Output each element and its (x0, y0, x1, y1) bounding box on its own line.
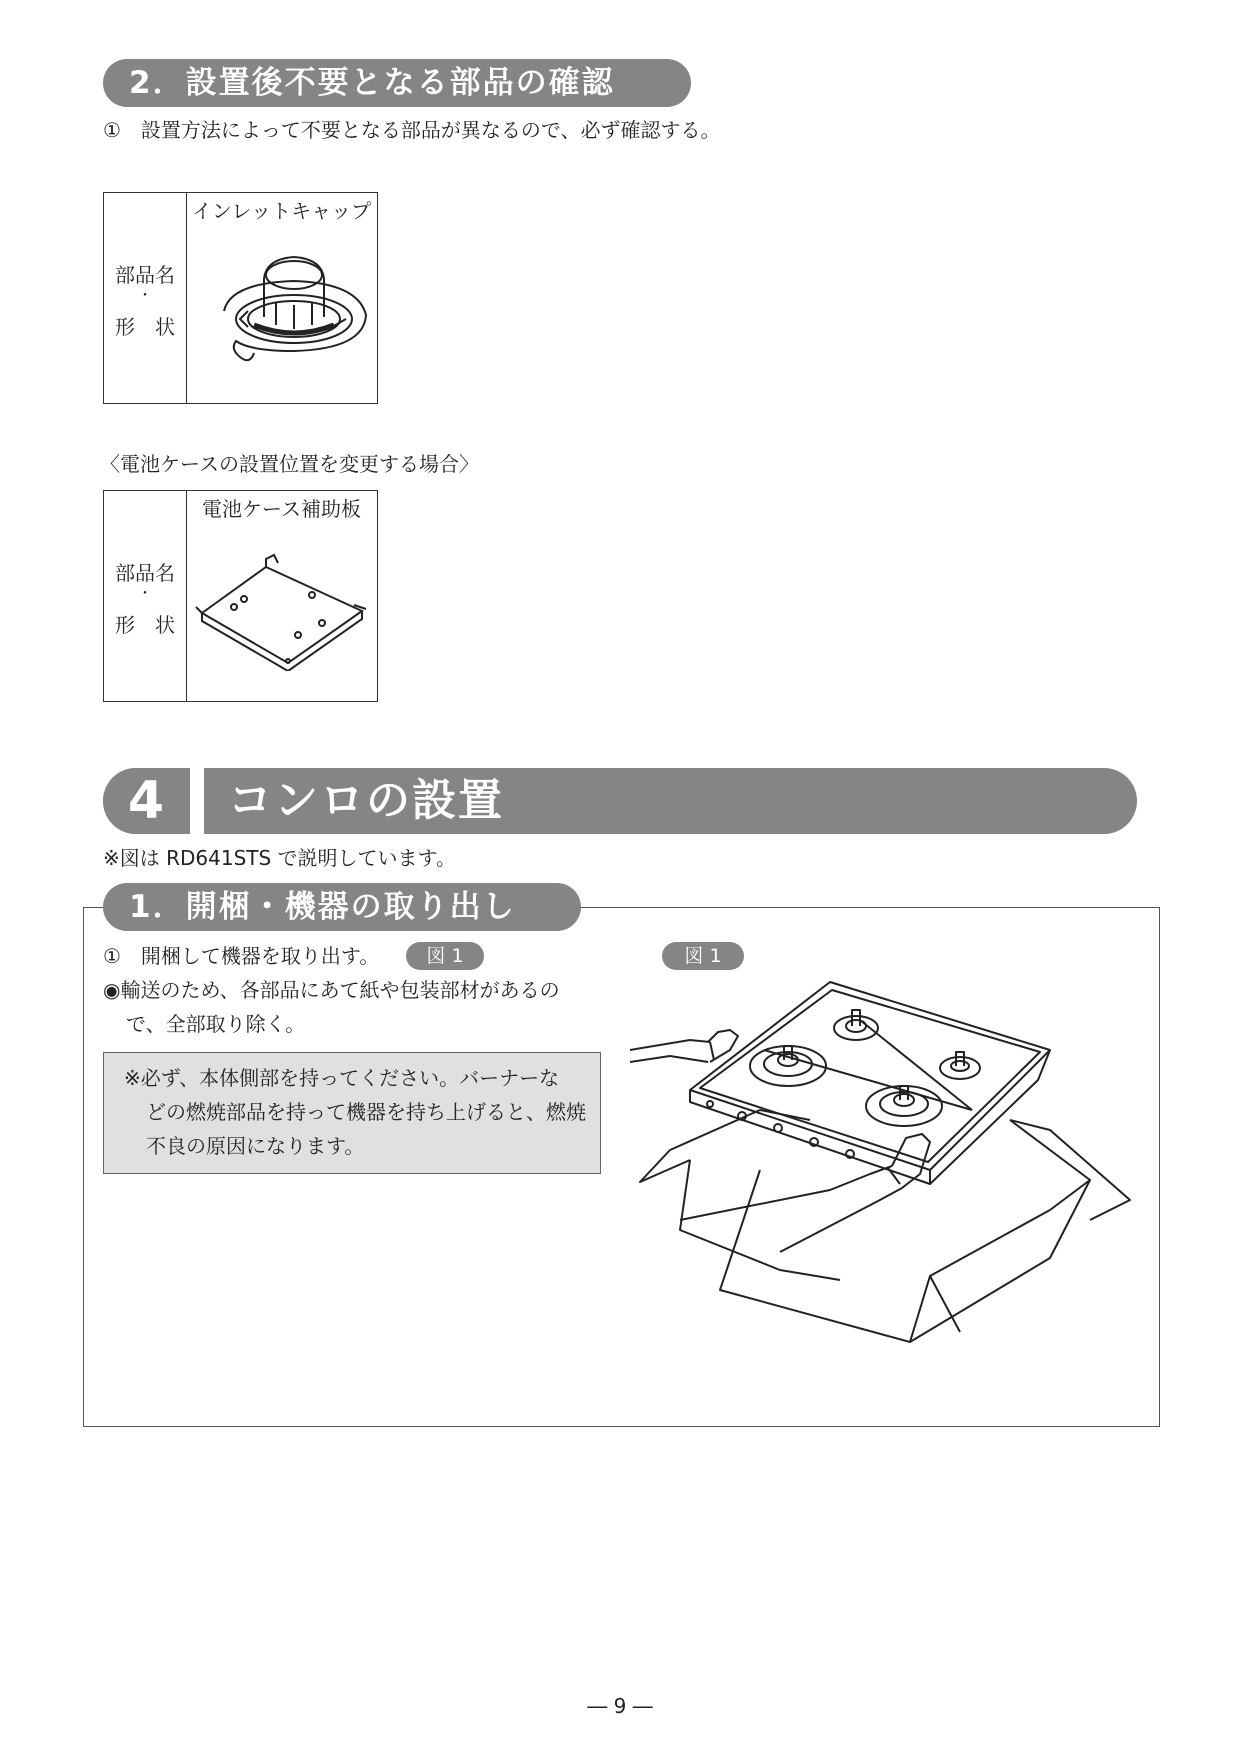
part-name-battery-plate: 電池ケース補助板 (202, 497, 361, 521)
inlet-cap-table (103, 192, 378, 404)
part-name-inlet-cap: インレットキャップ (191, 199, 372, 223)
bullet-line-1: ◉輸送のため、各部品にあて紙や包装部材があるの (103, 978, 560, 1002)
label-shape: 形 状 (115, 613, 175, 637)
section-2-step-1: ① 設置方法によって不要となる部品が異なるので、必ず確認する。 (103, 118, 721, 142)
caution-line-2: どの燃焼部品を持って機器を持ち上げると、燃焼 (146, 1100, 586, 1124)
label-part-name: 部品名 (115, 561, 175, 585)
label-dot: ・ (138, 288, 152, 304)
section-4-title: コンロの設置 (228, 775, 504, 826)
label-part-name: 部品名 (115, 263, 175, 287)
figure-ref-badge: 図 1 (406, 942, 484, 970)
table-label-cell (104, 491, 187, 701)
figure-1-label: 図 1 (662, 942, 744, 970)
section-4-note: ※図は RD641STS で説明しています。 (103, 846, 456, 870)
section-4-number: 4 (103, 768, 189, 834)
label-dot: ・ (138, 586, 152, 602)
caution-box (103, 1052, 601, 1174)
page-number: ― 9 ― (587, 1694, 653, 1718)
caution-line-1: ※必ず、本体側部を持ってください。バーナーな (124, 1066, 560, 1090)
inlet-cap-illustration (214, 245, 374, 375)
battery-plate-illustration (194, 551, 374, 671)
table-label-cell (104, 193, 187, 403)
bullet-line-2: で、全部取り除く。 (126, 1012, 306, 1036)
unpacking-step-1: ① 開梱して機器を取り出す。 (103, 944, 380, 968)
section-4-divider (190, 768, 204, 834)
battery-plate-table (103, 490, 378, 702)
battery-case-note: 〈電池ケースの設置位置を変更する場合〉 (100, 452, 479, 476)
figure-1-illustration (630, 970, 1140, 1350)
caution-line-3: 不良の原因になります。 (146, 1134, 365, 1158)
unpacking-heading: 1．開梱・機器の取り出し (103, 883, 581, 931)
section-2-heading: 2．設置後不要となる部品の確認 (103, 59, 691, 107)
label-shape: 形 状 (115, 315, 175, 339)
